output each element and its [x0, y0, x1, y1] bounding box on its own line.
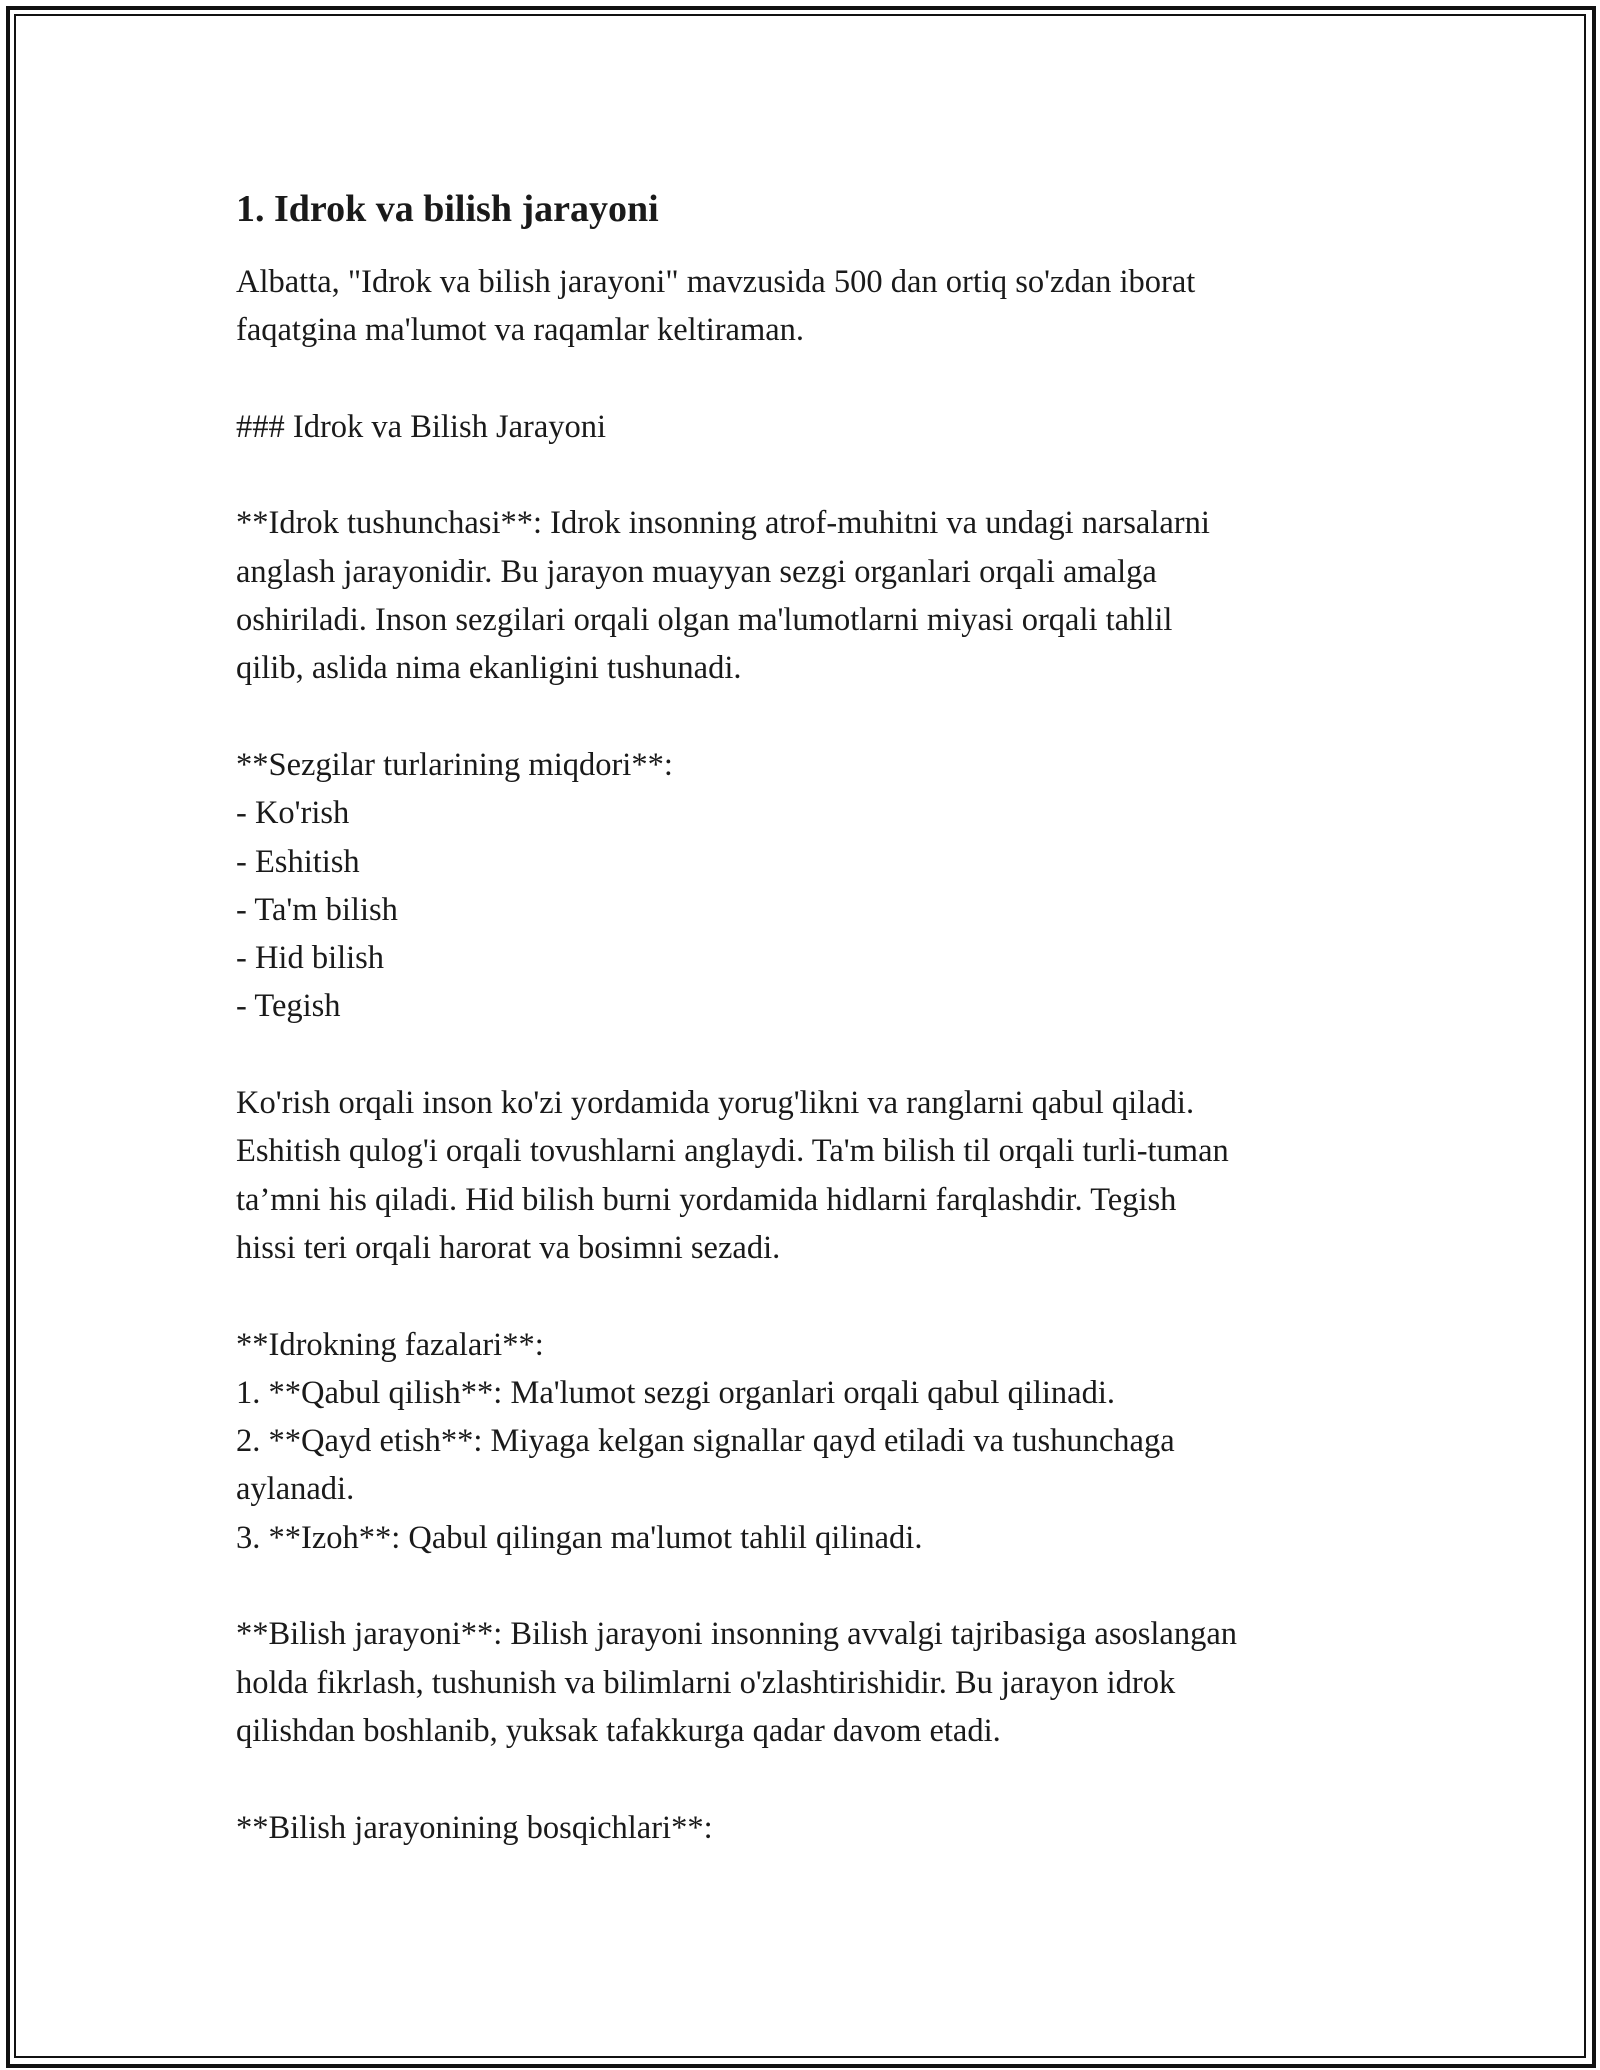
list-item: 2. **Qayd etish**: Miyaga kelgan signallar qayd etiladi va tushunchaga [236, 1423, 1175, 1460]
document-body [236, 186, 1396, 1900]
text-line: qilishdan boshlanib, yuksak tafakkurga qadar davom etadi. [236, 1712, 1001, 1749]
list-item: - Tegish [236, 988, 341, 1025]
list-item: - Eshitish [236, 843, 360, 880]
sezgilar-tavsif-paragraph [236, 1079, 1396, 1272]
fazalar-list [236, 1321, 1396, 1562]
text-line: Ko'rish orqali inson ko'zi yordamida yorug'likni va ranglarni qabul qiladi. [236, 1085, 1195, 1122]
list-heading: **Idrokning fazalari**: [236, 1326, 544, 1363]
text-line: hissi teri orqali harorat va bosimni sezadi. [236, 1229, 781, 1266]
text-line: Albatta, "Idrok va bilish jarayoni" mavzusida 500 dan ortiq so'zdan iborat [236, 264, 1196, 300]
list-item: - Hid bilish [236, 940, 385, 977]
text-line: holda fikrlash, tushunish va bilimlarni o'zlashtirishidir. Bu jarayon idrok [236, 1664, 1176, 1701]
list-heading: **Sezgilar turlarining miqdori**: [236, 746, 673, 783]
text-line: **Idrok tushunchasi**: Idrok insonning atrof-muhitni va undagi narsalarni [236, 505, 1210, 542]
intro-paragraph [236, 258, 1396, 355]
text-line: **Bilish jarayonining bosqichlari**: [236, 1809, 713, 1846]
bosqichlar-heading [236, 1804, 1396, 1852]
text-line: ta’mni his qiladi. Hid bilish burni yordamida hidlarni farqlashdir. Tegish [236, 1181, 1177, 1218]
text-line: oshiriladi. Inson sezgilari orqali olgan ma'lumotlarni miyasi orqali tahlil [236, 602, 1173, 639]
sezgilar-list [236, 741, 1396, 1031]
text-line: qilib, aslida nima ekanligini tushunadi. [236, 650, 742, 687]
text-line: faqatgina ma'lumot va raqamlar keltiraman. [236, 312, 805, 349]
text-line: Eshitish qulog'i orqali tovushlarni anglaydi. Ta'm bilish til orqali turli-tuman [236, 1133, 1229, 1170]
list-item-continuation: aylanadi. [236, 1471, 355, 1508]
text-line: anglash jarayonidir. Bu jarayon muayyan sezgi organlari orqali amalga [236, 553, 1157, 590]
bilish-jarayoni-paragraph [236, 1610, 1396, 1755]
text-line: ### Idrok va Bilish Jarayoni [236, 408, 607, 445]
section-heading [236, 403, 1396, 451]
idrok-tushunchasi-paragraph [236, 499, 1396, 692]
list-item: 3. **Izoh**: Qabul qilingan ma'lumot tahlil qilinadi. [236, 1519, 923, 1556]
page-title: 1. Idrok va bilish jarayoni [236, 188, 659, 230]
text-line: **Bilish jarayoni**: Bilish jarayoni insonning avvalgi tajribasiga asoslangan [236, 1616, 1238, 1653]
list-item: - Ko'rish [236, 795, 350, 832]
list-item: - Ta'm bilish [236, 891, 398, 928]
list-item: 1. **Qabul qilish**: Ma'lumot sezgi organlari orqali qabul qilinadi. [236, 1374, 1116, 1411]
